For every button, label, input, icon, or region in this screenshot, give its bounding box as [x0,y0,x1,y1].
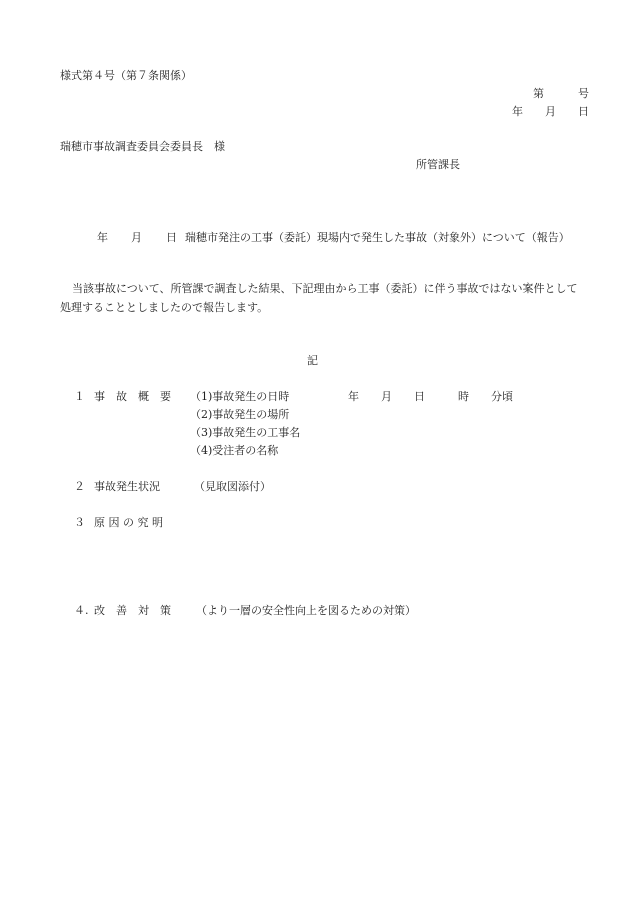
item2-number: ２ [74,480,85,493]
subject-title: 瑞穂市発注の工事（委託）現場内で発生した事故（対象外）について（報告） [185,231,570,244]
item1-number: １ [74,390,85,403]
item4-number: ４. [74,604,89,617]
subject-day: 日 [166,231,177,244]
body-line-1: 当該事故について、所管課で調査した結果、下記理由から工事（委託）に伴う事故ではない案件として [72,282,578,295]
subject-month: 月 [131,231,142,244]
addressee: 瑞穂市事故調査委員会委員長 様 [60,140,225,153]
item4-note: （より一層の安全性向上を図るための対策） [196,604,416,617]
item3-title: 原 因 の 究 明 [94,516,163,529]
sender: 所管課長 [416,158,460,171]
item1-sub4: （4)受注者の名称 [190,444,279,457]
item1-sub1-hour: 時 [458,390,469,403]
body-line-2: 処理することとしましたので報告します。 [60,301,269,314]
item1-sub3: （3)事故発生の工事名 [190,426,301,439]
item1-sub1-month: 月 [381,390,392,403]
item1-sub2: （2)事故発生の場所 [190,408,290,421]
form-label: 様式第４号（第７条関係） [60,69,192,82]
date-header-month: 月 [545,105,556,118]
date-header-year: 年 [512,105,523,118]
item3-number: ３ [74,516,85,529]
doc-number-go: 号 [578,87,589,100]
subject-year: 年 [97,231,108,244]
date-header-day: 日 [578,105,589,118]
item1-title: 事 故 概 要 [94,390,171,403]
item1-sub1-day: 日 [414,390,425,403]
item1-sub1: （1)事故発生の日時 [190,390,290,403]
item1-sub1-minute: 分頃 [491,390,513,403]
item2-note: （見取図添付） [194,480,271,493]
item2-title: 事故発生状況 [94,480,160,493]
item4-title: 改 善 対 策 [94,604,171,617]
item1-sub1-year: 年 [348,390,359,403]
doc-number-dai: 第 [533,87,544,100]
ki-heading: 記 [307,354,318,367]
